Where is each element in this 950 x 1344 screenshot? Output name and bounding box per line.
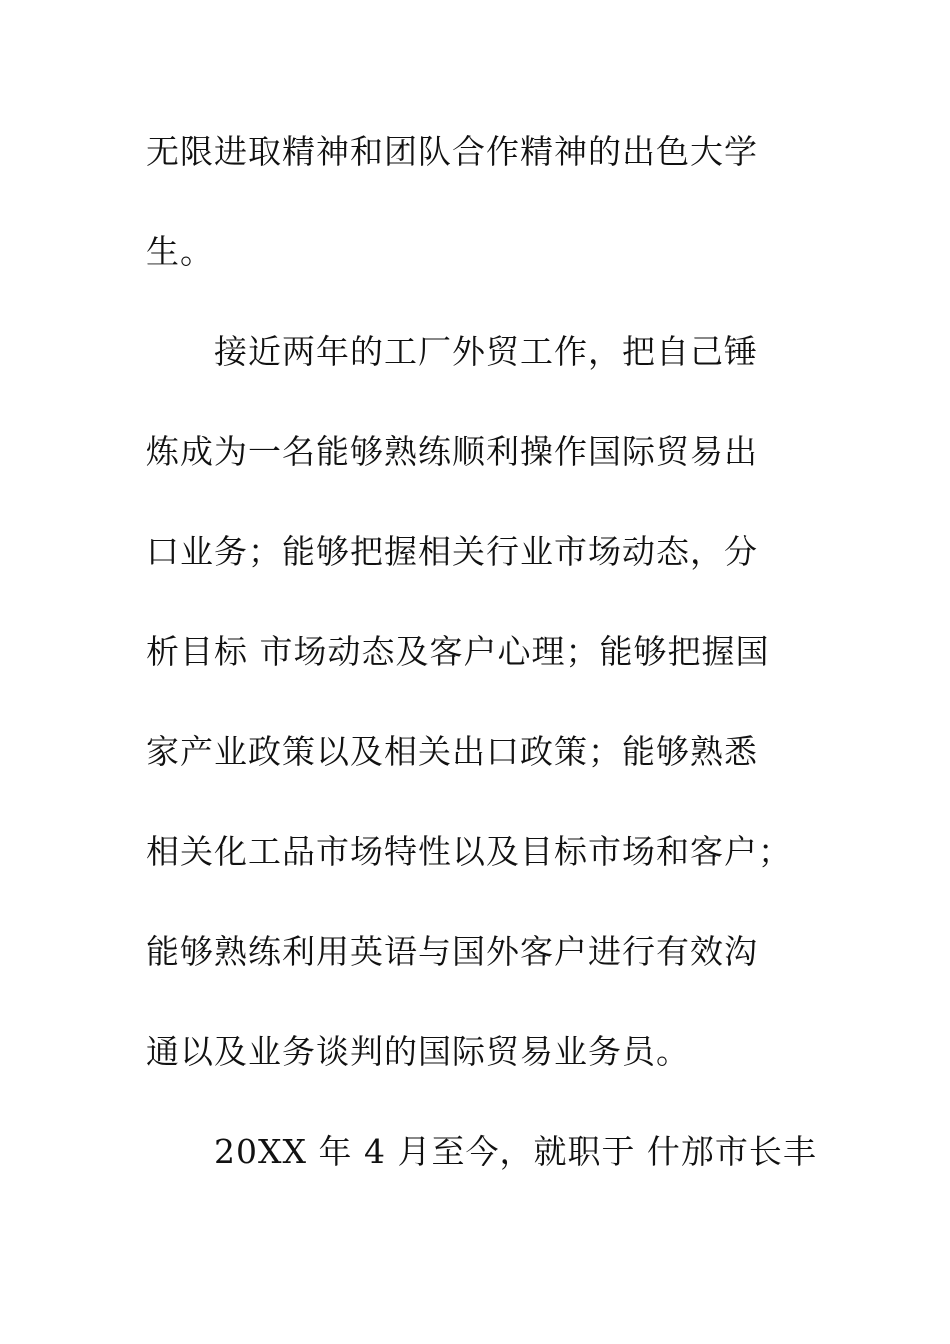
text-line-2: 生。 [146,232,214,271]
text-line-8: 相关化工品市场特性以及目标市场和客户； [146,832,792,871]
text-line-9: 能够熟练利用英语与国外客户进行有效沟 [146,932,758,971]
text-line-4: 炼成为一名能够熟练顺利操作国际贸易出 [146,432,758,471]
text-line-7: 家产业政策以及相关出口政策；能够熟悉 [146,732,758,771]
paragraph-2-start: 接近两年的工厂外贸工作，把自己锤 [214,332,758,371]
text-line-5: 口业务；能够把握相关行业市场动态，分 [146,532,758,571]
text-line-1: 无限进取精神和团队合作精神的出色大学 [146,132,758,171]
text-line-10: 通以及业务谈判的国际贸易业务员。 [146,1032,690,1071]
paragraph-3-start: 20XX 年 4 月至今，就职于 什邡市长丰 [214,1132,817,1171]
text-line-6: 析目标 市场动态及客户心理；能够把握国 [146,632,770,671]
